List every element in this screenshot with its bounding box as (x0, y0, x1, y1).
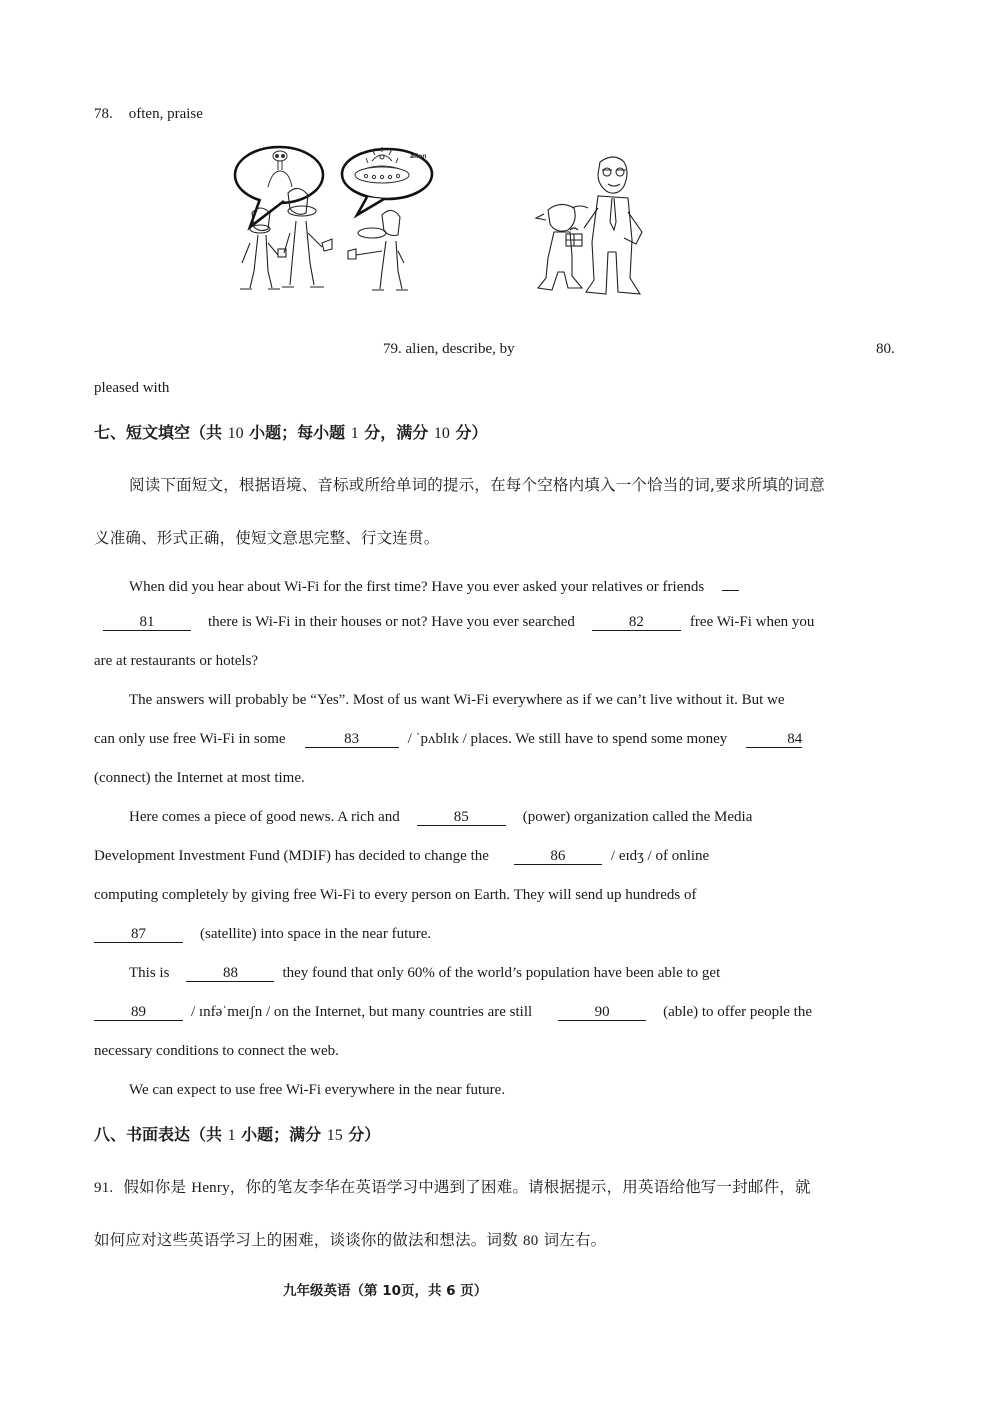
heading-text: 小题；每小题 (243, 423, 351, 442)
passage-text: (satellite) into space in the near future. (200, 926, 432, 942)
passage-p4-line2 (94, 1002, 812, 1022)
question-91-line2 (94, 1230, 606, 1251)
passage-p4-line3: necessary conditions to connect the web. (94, 1043, 339, 1059)
passage-text: / ˈpʌblɪk / places. We still have to spend some money (407, 731, 728, 747)
question-number: 91. (94, 1180, 114, 1196)
men-talking-about-aliens-illustration (232, 143, 437, 295)
section-8-heading (94, 1125, 380, 1146)
passage-p1-line3: are at restaurants or hotels? (94, 653, 259, 669)
question-text: 假如你是 (123, 1178, 192, 1196)
heading-text: 分） (449, 423, 488, 442)
blank-81-lead (722, 573, 739, 591)
passage-text: When did you hear about Wi-Fi for the first time? Have you ever asked your relatives or friends (129, 579, 705, 595)
passage-p2-line1: The answers will probably be “Yes”. Most of us want Wi-Fi everywhere as if we can’t live without it. But we (129, 692, 785, 708)
passage-p1-line1 (129, 573, 739, 597)
passage-p3-line4 (94, 924, 431, 944)
heading-number: 1 (227, 1127, 236, 1144)
blank-81[interactable]: 81 (103, 613, 191, 631)
blank-82[interactable]: 82 (592, 613, 681, 631)
boy-head (548, 204, 575, 231)
question-text: 词左右。 (538, 1231, 607, 1249)
passage-text: This is (129, 965, 170, 981)
passage-text: there is Wi-Fi in their houses or not? Have you ever searched (208, 614, 575, 630)
section-7-heading (94, 423, 487, 444)
question-79: 79. alien, describe, by (383, 341, 515, 357)
heading-text: 小题；满分 (235, 1125, 327, 1144)
heading-text: 七、短文填空（共 (94, 423, 228, 442)
heading-text: 分） (342, 1125, 381, 1144)
blank-89[interactable]: 89 (94, 1003, 183, 1021)
question-91-line1 (94, 1177, 811, 1198)
question-80-number: 80. (876, 341, 895, 357)
question-80-words: pleased with (94, 380, 170, 396)
question-text: 如何应对这些英语学习上的困难，谈谈你的做法和想法。词数 (94, 1231, 524, 1249)
heading-text: 分，满分 (358, 423, 434, 442)
passage-text: Development Investment Fund (MDIF) has decided to change the (94, 848, 489, 864)
blank-87[interactable]: 87 (94, 925, 183, 943)
heading-number: 1 (350, 425, 359, 442)
alien-label: alien (410, 153, 427, 160)
speech-bubble-left (235, 147, 323, 203)
passage-text: / eɪdʒ / of online (610, 848, 710, 864)
passage-text: (able) to offer people the (663, 1004, 812, 1020)
passage-p3-line1 (129, 807, 752, 827)
passage-text: can only use free Wi-Fi in some (94, 731, 286, 747)
question-name: Henry (191, 1180, 230, 1196)
question-text: ，你的笔友李华在英语学习中遇到了困难。请根据提示，用英语给他写一封邮件，就 (229, 1178, 811, 1196)
heading-number: 10 (227, 425, 244, 442)
question-words: often, praise (128, 106, 203, 122)
blank-86[interactable]: 86 (514, 847, 602, 865)
passage-p3-line3: computing completely by giving free Wi-Fi to every person on Earth. They will send up hundreds of (94, 887, 697, 903)
passage-p2-line3: (connect) the Internet at most time. (94, 770, 305, 786)
passage-p5-line1: We can expect to use free Wi-Fi everywhere in the near future. (129, 1082, 506, 1098)
blank-84[interactable]: 84 (746, 730, 802, 748)
passage-text: / ɪnfəˈmeɪʃn / on the Internet, but many countries are still (191, 1004, 533, 1020)
passage-p2-line2 (94, 729, 802, 749)
passage-text: (power) organization called the Media (522, 809, 753, 825)
word-count: 80 (523, 1233, 539, 1249)
blank-88[interactable]: 88 (186, 964, 274, 982)
heading-number: 10 (433, 425, 450, 442)
passage-p3-line2 (94, 846, 709, 866)
heading-number: 15 (326, 1127, 343, 1144)
passage-text: they found that only 60% of the world’s population have been able to get (282, 965, 721, 981)
alien-icon (268, 151, 292, 187)
blank-90[interactable]: 90 (558, 1003, 646, 1021)
passage-text: Here comes a piece of good news. A rich and (129, 809, 400, 825)
blank-85[interactable]: 85 (417, 808, 506, 826)
passage-text: free Wi-Fi when you (689, 614, 815, 630)
page-footer: 九年级英语（第 10页，共 6 页） (283, 1283, 488, 1299)
section-7-instructions-line2: 义准确、形式正确，使短文意思完整、行文连贯。 (94, 529, 440, 547)
question-78 (94, 104, 203, 124)
heading-text: 八、书面表达（共 (94, 1125, 228, 1144)
section-7-instructions-line1: 阅读下面短文，根据语境、音标或所给单词的提示，在每个空格内填入一个恰当的词,要求所填的词意 (129, 476, 825, 494)
passage-p1-line2 (103, 612, 814, 632)
blank-83[interactable]: 83 (305, 730, 399, 748)
boy-giving-gift-to-man-illustration (532, 152, 662, 300)
question-number: 78. (94, 106, 113, 122)
passage-p4-line1 (129, 963, 720, 983)
